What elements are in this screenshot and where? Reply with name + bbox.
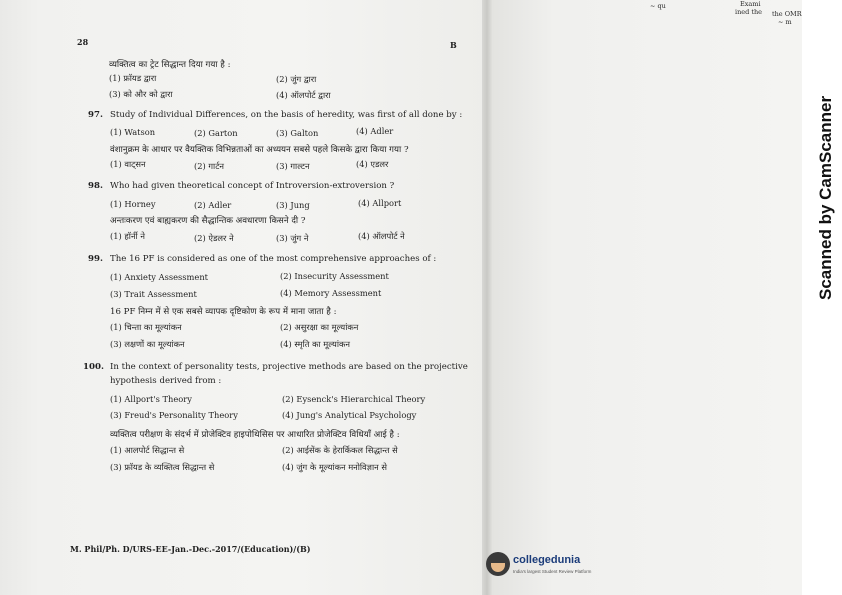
page-number: 28 <box>77 37 89 47</box>
q97-option-3: (3) Galton <box>276 128 319 138</box>
q96-option-4: (4) ऑलपोर्ट द्वारा <box>276 90 331 100</box>
camscanner-watermark: Scanned by CamScanner <box>816 95 835 300</box>
q98-text: Who had given theoretical concept of Introversion-extroversion ? <box>110 181 395 191</box>
q96-option-1: (1) फ्रॉयड द्वारा <box>109 73 157 83</box>
q98-hindi-option-3: (3) जुंग ने <box>276 233 309 243</box>
q100-option-1: (1) Allport's Theory <box>110 394 192 404</box>
q98-hindi-option-4: (4) ऑलपोर्ट ने <box>358 231 405 241</box>
q97-number: 97. <box>88 110 103 120</box>
q99-option-3: (3) Trait Assessment <box>110 289 197 299</box>
q96-option-2: (2) जुंग द्वारा <box>276 74 317 84</box>
q99-hindi: 16 PF निम्न में से एक सबसे व्यापक दृष्टिकोण के रूप में माना जाता है : <box>110 307 337 317</box>
q97-hindi-option-1: (1) वाट्सन <box>110 159 146 169</box>
q97-hindi-option-3: (3) गाल्टन <box>276 161 310 171</box>
mascot-icon <box>486 552 510 576</box>
q99-hindi-option-4: (4) स्मृति का मूल्यांकन <box>280 339 350 349</box>
footer-code: M. Phil/Ph. D/URS-EE-Jan.-Dec.-2017/(Education)/(B) <box>70 544 311 554</box>
q98-option-4: (4) Allport <box>358 198 402 208</box>
q100-hindi-option-4: (4) जुंग के मूल्यांकन मनोविज्ञान से <box>282 462 387 472</box>
fragment-text: ~ m <box>778 18 792 26</box>
q99-text: The 16 PF is considered as one of the most comprehensive approaches of : <box>110 254 437 264</box>
q98-number: 98. <box>88 181 103 191</box>
q98-hindi: अन्तःकरण एवं बाह्यकरण की सैद्धान्तिक अवधारणा किसने दी ? <box>110 216 306 226</box>
series-code: B <box>450 40 457 50</box>
q100-hindi: व्यक्तित्व परीक्षण के संदर्भ में प्रोजेक्टिव हाइपोथिसिस पर आधारित प्रोजेक्टिव विधियाँ आई है : <box>110 430 400 440</box>
book-gutter <box>482 0 492 595</box>
q99-number: 99. <box>88 254 103 264</box>
q99-option-1: (1) Anxiety Assessment <box>110 272 209 282</box>
q97-hindi-option-4: (4) एडलर <box>356 159 389 169</box>
q100-option-2: (2) Eysenck's Hierarchical Theory <box>282 394 426 404</box>
logo-name: collegedunia <box>513 554 581 566</box>
logo-tagline: India's largest Student Review Platform <box>513 569 592 574</box>
q99-option-2: (2) Insecurity Assessment <box>280 271 389 281</box>
fragment-text: ined the <box>735 8 762 16</box>
fragment-text: ~ qu <box>650 2 666 10</box>
q96-hindi-line: व्यक्तित्व का ट्रेट सिद्धान्त दिया गया है : <box>109 60 231 70</box>
fragment-text: the OMR <box>772 10 802 18</box>
q97-option-1: (1) Watson <box>110 127 156 137</box>
q98-option-1: (1) Horney <box>110 199 156 209</box>
q97-hindi-option-2: (2) गार्टन <box>194 161 224 171</box>
q98-option-3: (3) Jung <box>276 200 310 210</box>
q100-hindi-option-3: (3) फ्रॉयड के व्यक्तित्व सिद्धान्त से <box>110 462 215 472</box>
fragment-text: Exami <box>740 0 761 8</box>
q99-hindi-option-2: (2) असुरक्षा का मूल्यांकन <box>280 322 359 332</box>
q100-text-line-1: In the context of personality tests, projective methods are based on the projective <box>110 362 468 372</box>
q100-text-line-2: hypothesis derived from : <box>110 376 222 386</box>
q97-text: Study of Individual Differences, on the basis of heredity, was first of all done by : <box>110 110 463 120</box>
q96-option-3: (3) को और को द्वारा <box>109 89 173 99</box>
collegedunia-logo <box>486 548 598 582</box>
q99-option-4: (4) Memory Assessment <box>280 288 382 298</box>
q97-hindi: वंशानुक्रम के आधार पर वैयक्तिक विभिन्नताओं का अध्ययन सबसे पहले किसके द्वारा किया गया ? <box>110 145 409 155</box>
q98-hindi-option-2: (2) ऐडलर ने <box>194 233 234 243</box>
right-page <box>492 0 802 595</box>
q97-option-4: (4) Adler <box>356 126 394 136</box>
q99-hindi-option-3: (3) लक्षणों का मूल्यांकन <box>110 339 185 349</box>
q98-option-2: (2) Adler <box>194 200 232 210</box>
q100-number: 100. <box>83 362 104 372</box>
q99-hindi-option-1: (1) चिन्ता का मूल्यांकन <box>110 322 182 332</box>
q100-option-4: (4) Jung's Analytical Psychology <box>282 410 417 420</box>
q98-hindi-option-1: (1) हॉर्नी ने <box>110 231 145 241</box>
q100-hindi-option-2: (2) आईसेंक के हेरार्किकल सिद्धान्त से <box>282 445 398 455</box>
q100-option-3: (3) Freud's Personality Theory <box>110 410 238 420</box>
q100-hindi-option-1: (1) आलपोर्ट सिद्धान्त से <box>110 445 185 455</box>
q97-option-2: (2) Garton <box>194 128 238 138</box>
